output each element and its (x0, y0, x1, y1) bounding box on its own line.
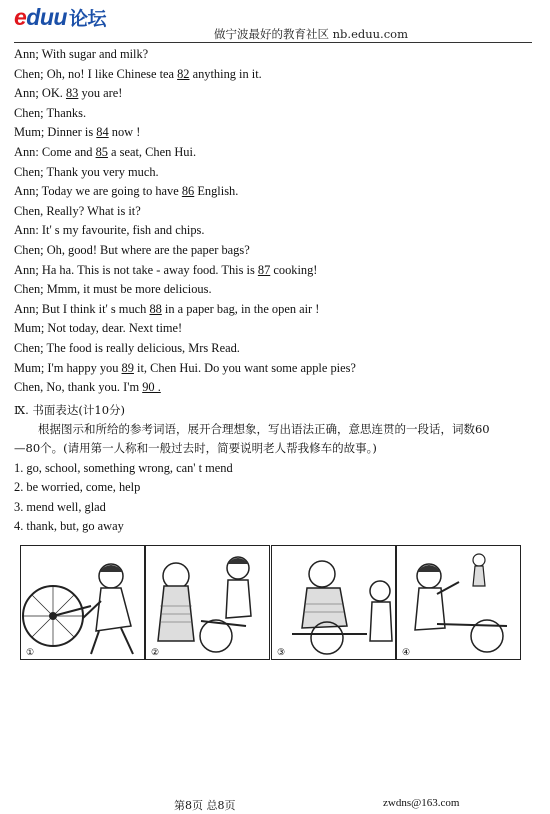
answer-blank: 84 (96, 125, 109, 140)
answer-blank: 82 (177, 66, 190, 81)
old-man-mending-bike-illustration (272, 546, 395, 659)
dialogue-text-after: a seat, Chen Hui. (107, 145, 197, 159)
dialogue-text: Ann; Today we are going to have (14, 184, 182, 199)
dialogue-line (14, 47, 148, 62)
dialogue-line (14, 145, 196, 160)
dialogue-line (14, 165, 159, 180)
dialogue-text: Chen; Thank you very much. (14, 164, 159, 179)
answer-blank: 90 . (142, 380, 161, 395)
dialogue-line (14, 302, 319, 317)
comic-number-4: ④ (402, 647, 411, 657)
dialogue-line (14, 263, 317, 278)
dialogue-text-after: anything in it. (189, 66, 262, 81)
answer-blank: 88 (149, 301, 162, 316)
answer-blank: 87 (257, 262, 271, 277)
boy-thanking-illustration (397, 546, 520, 659)
dialogue-line (14, 204, 141, 219)
comic-panel-3 (271, 545, 396, 660)
dialogue-line (14, 106, 86, 121)
dialogue-text: Chen; Oh, no! I like Chinese tea (14, 66, 178, 81)
answer-blank: 86 (181, 184, 195, 199)
dialogue-line (14, 243, 250, 258)
dialogue-text-after: English. (194, 184, 239, 199)
dialogue-text: Chen, Really? What is it? (14, 203, 141, 218)
logo-e: e (14, 4, 27, 30)
eduu-logo (14, 4, 106, 31)
old-man-approaching-illustration (146, 546, 269, 659)
footer-email: zwdns@163.com (383, 797, 460, 809)
dialogue-text: Mum; Not today, dear. Next time! (14, 321, 183, 336)
cue-3: 3. mend well, glad (14, 500, 106, 514)
dialogue-text-after: cooking! (270, 262, 318, 277)
dialogue-text-after: you are! (78, 86, 123, 101)
dialogue-line (14, 67, 262, 82)
dialogue-text-after: now ! (108, 125, 141, 140)
dialogue-text: Ann: Come and (14, 145, 96, 159)
cue-4: 4. thank, but, go away (14, 519, 124, 533)
page-header (0, 0, 550, 44)
comic-number-1: ① (26, 647, 35, 657)
dialogue-line (14, 184, 238, 199)
comic-panel-1 (20, 545, 145, 660)
dialogue-text: Chen; The food is really delicious, Mrs Read. (14, 341, 240, 355)
boy-repairing-bike-illustration (21, 546, 144, 659)
dialogue-text: Chen, No, thank you. I'm (14, 380, 143, 395)
dialogue-text: Chen; Mmm, it must be more delicious. (14, 282, 212, 297)
answer-blank: 83 (65, 86, 79, 101)
dialogue-line (14, 341, 240, 356)
dialogue-line (14, 282, 212, 297)
answer-blank: 89 (121, 360, 134, 375)
comic-panel-2 (145, 545, 270, 660)
dialogue-line (14, 125, 140, 140)
cue-1: 1. go, school, something wrong, can' t mend (14, 461, 233, 475)
page-number: 第8页 总8页 (174, 799, 236, 812)
dialogue-text: Ann; Ha ha. This is not take - away food. This is (14, 262, 258, 277)
comic-panel-4 (396, 545, 521, 660)
dialogue-text-after: in a paper bag, in the open air ! (161, 301, 320, 316)
answer-blank: 85 (95, 145, 108, 159)
dialogue-text: Mum; Dinner is (14, 125, 97, 140)
dialogue-text: Mum; I'm happy you (14, 360, 122, 375)
header-divider (14, 42, 532, 43)
site-title: 做宁波最好的教育社区 nb.eduu.com (214, 27, 408, 41)
dialogue-line (14, 361, 356, 376)
comic-number-2: ② (151, 647, 160, 657)
dialogue-text: Ann; OK. (14, 86, 66, 101)
dialogue-text: Ann; But I think it' s much (14, 301, 150, 316)
dialogue-line (14, 380, 161, 395)
dialogue-line (14, 223, 204, 238)
dialogue-line (14, 86, 122, 101)
dialogue-text: Chen; Oh, good! But where are the paper bags? (14, 243, 250, 257)
dialogue-line (14, 321, 182, 336)
dialogue-text: Ann; With sugar and milk? (14, 47, 149, 61)
cue-2: 2. be worried, come, help (14, 480, 141, 494)
dialogue-text: Ann: It' s my favourite, fish and chips. (14, 223, 205, 238)
dialogue-text-after: it, Chen Hui. Do you want some apple pies? (133, 360, 356, 375)
instruction-line-2: —80个。(请用第一人称和一般过去时，简要说明老人帮我修车的故事。) (14, 441, 377, 455)
comic-number-3: ③ (277, 647, 286, 657)
logo-duu: duu (26, 4, 67, 30)
logo-forum: 论坛 (68, 9, 106, 30)
section-heading: Ⅸ. 书面表达(计10分) (14, 403, 126, 417)
dialogue-text: Chen; Thanks. (14, 105, 87, 120)
instruction-line-1: 根据图示和所给的参考词语，展开合理想象，写出语法正确，意思连贯的一段话，词数60 (38, 422, 490, 436)
